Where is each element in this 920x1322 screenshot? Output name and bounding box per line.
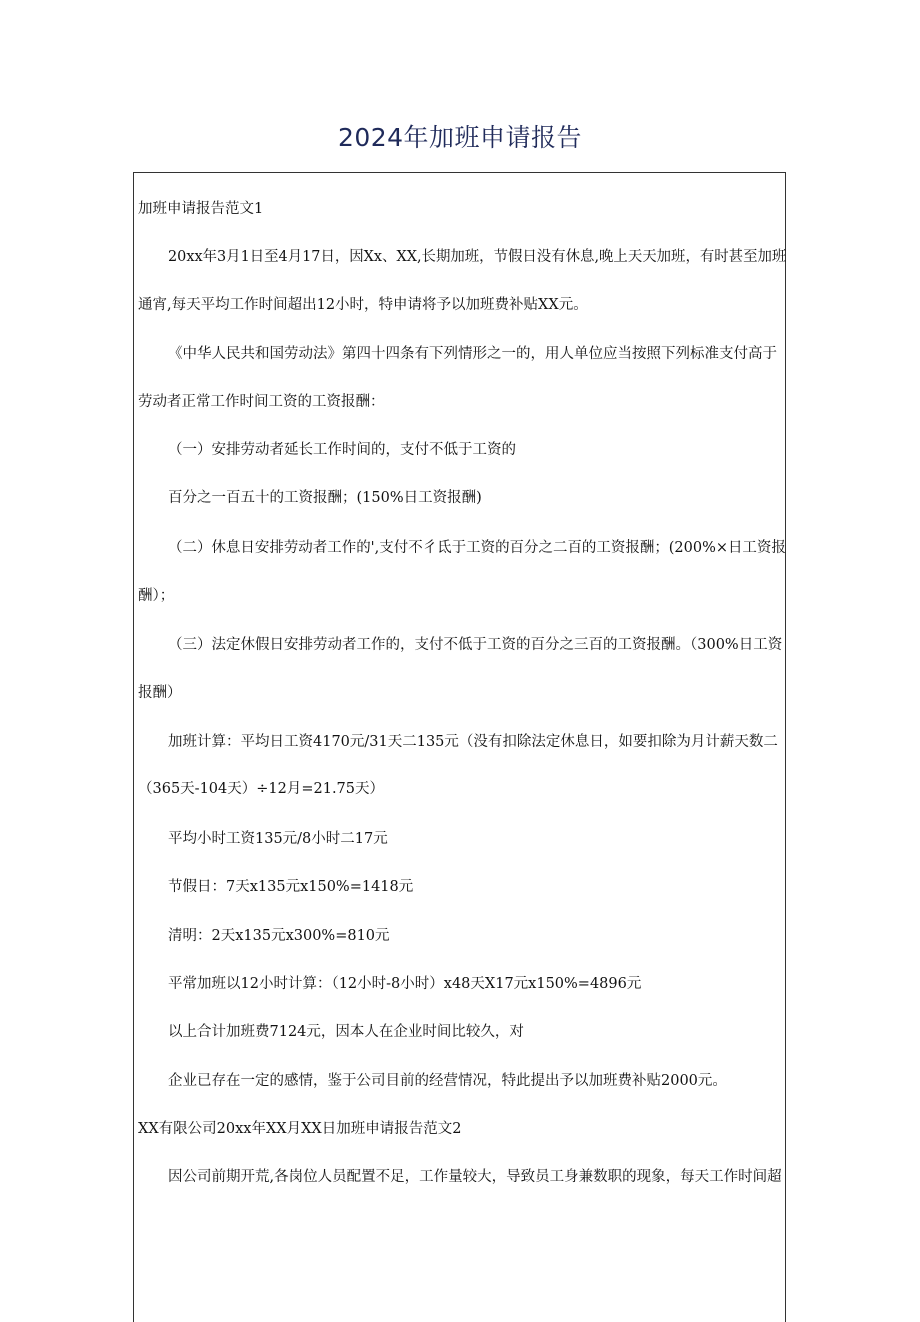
text-line-19: 企业已存在一定的感情，鉴于公司目前的经营情况，特此提出予以加班费补贴2000元。 <box>168 1073 727 1089</box>
text-line-20: XX有限公司20xx年XX月XX日加班申请报告范文2 <box>138 1121 462 1137</box>
text-line-21: 因公司前期开荒,各岗位人员配置不足，工作量较大，导致员工身兼数职的现象，每天工作时间超 <box>168 1169 782 1185</box>
text-line-17: 平常加班以12小时计算：（12小时-8小时）x48天X17元x150%=4896元 <box>168 976 642 992</box>
text-line-5: 劳动者正常工作时间工资的工资报酬： <box>138 394 385 410</box>
text-line-18: 以上合计加班费7124元，因本人在企业时间比较久，对 <box>168 1024 524 1040</box>
text-line-9: 酬）； <box>138 588 175 604</box>
text-line-15: 节假日：7天x135元x150%=1418元 <box>168 879 414 895</box>
text-line-16: 清明：2天x135元x300%=810元 <box>168 928 390 944</box>
text-line-1: 加班申请报告范文1 <box>138 201 264 217</box>
text-line-12: 加班计算：平均日工资4170元/31天二135元（没有扣除法定休息日，如要扣除为月计薪天数二 <box>168 734 778 750</box>
text-line-14: 平均小时工资135元/8小时二17元 <box>168 831 388 847</box>
text-line-8: （二）休息日安排劳动者工作的',支付不彳氐于工资的百分之二百的工资报酬；(200%×日工资报 <box>168 540 786 556</box>
document-title: 2024年加班申请报告 <box>337 123 583 152</box>
text-line-4: 《中华人民共和国劳动法》第四十四条有下列情形之一的，用人单位应当按照下列标准支付高于 <box>168 346 777 362</box>
text-line-10: （三）法定休假日安排劳动者工作的，支付不低于工资的百分之三百的工资报酬。（300%日工资 <box>168 637 783 653</box>
text-line-6: （一）安排劳动者延长工作时间的，支付不低于工资的 <box>168 442 516 458</box>
text-line-11: 报酬） <box>138 685 182 701</box>
text-line-7: 百分之一百五十的工资报酬；(150%日工资报酬) <box>168 490 482 506</box>
text-line-2: 20xx年3月1日至4月17日，因Xx、XX,长期加班，节假日没有休息,晚上天天加班，有时甚至加班 <box>168 249 787 265</box>
text-line-13: （365天-104天）÷12月=21.75天） <box>138 781 385 797</box>
text-line-3: 通宵,每天平均工作时间超出12小时，特申请将予以加班费补贴XX元。 <box>138 297 588 313</box>
